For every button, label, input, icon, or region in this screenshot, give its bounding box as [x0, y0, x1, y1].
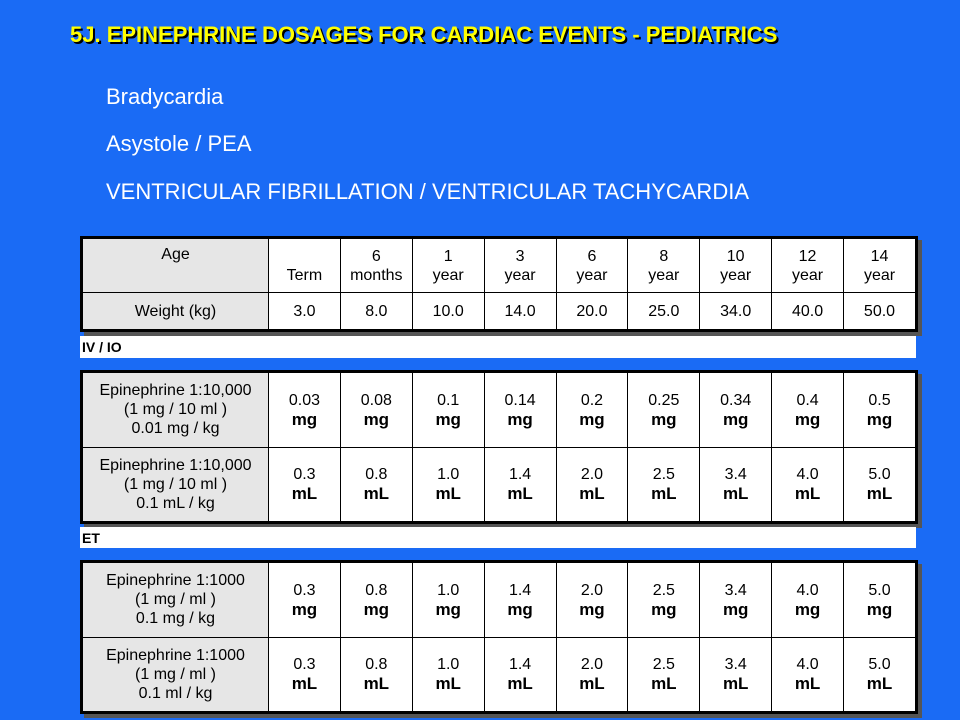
dose-cell: 3.4 mg [700, 563, 772, 638]
subheading-vf-vt: VENTRICULAR FIBRILLATION / VENTRICULAR TACHYCARDIA [106, 179, 749, 204]
weight-cell: 3.0 [269, 293, 341, 330]
dose-row-label: Epinephrine 1:1000 (1 mg / ml ) 0.1 mg / kg [83, 563, 269, 638]
dose-cell: 0.3 mL [269, 637, 341, 712]
dose-cell: 2.5 mL [628, 447, 700, 522]
dose-cell: 0.3 mL [269, 447, 341, 522]
dose-cell: 2.0 mL [556, 637, 628, 712]
dose-cell: 0.25 mg [628, 373, 700, 448]
dose-cell: 0.2 mg [556, 373, 628, 448]
dose-cell: 2.5 mL [628, 637, 700, 712]
age-cell: 6 year [556, 239, 628, 293]
weight-cell: 10.0 [412, 293, 484, 330]
dose-cell: 5.0 mg [844, 563, 916, 638]
dose-row-label: Epinephrine 1:10,000 (1 mg / 10 ml ) 0.01 mg / kg [83, 373, 269, 448]
dose-row [83, 447, 916, 522]
dose-row-label: Epinephrine 1:10,000 (1 mg / 10 ml ) 0.1 mL / kg [83, 447, 269, 522]
weight-cell: 50.0 [844, 293, 916, 330]
age-cell: Term [269, 239, 341, 293]
weight-cell: 8.0 [340, 293, 412, 330]
dose-cell: 1.0 mg [412, 563, 484, 638]
age-weight-table [80, 236, 918, 332]
weight-cell: 14.0 [484, 293, 556, 330]
age-label: Age [83, 239, 269, 293]
dose-cell: 2.5 mg [628, 563, 700, 638]
dose-cell: 0.34 mg [700, 373, 772, 448]
page-title: 5J. EPINEPHRINE DOSAGES FOR CARDIAC EVENTS - PEDIATRICS [70, 22, 778, 47]
section-label-iv-io: IV / IO [80, 336, 916, 366]
dose-cell: 0.8 mL [340, 447, 412, 522]
subheading-asystole-pea: Asystole / PEA [106, 131, 252, 156]
age-cell: 6 months [340, 239, 412, 293]
dose-cell: 2.0 mg [556, 563, 628, 638]
dose-cell: 4.0 mL [772, 447, 844, 522]
dose-cell: 1.4 mL [484, 447, 556, 522]
age-cell: 1 year [412, 239, 484, 293]
dose-cell: 4.0 mg [772, 563, 844, 638]
age-cell: 3 year [484, 239, 556, 293]
dose-cell: 1.0 mL [412, 447, 484, 522]
weight-row [83, 293, 916, 330]
iv-io-dose-table [80, 370, 918, 524]
dose-row [83, 563, 916, 638]
dose-cell: 0.03 mg [269, 373, 341, 448]
dose-cell: 0.4 mg [772, 373, 844, 448]
dose-cell: 5.0 mL [844, 637, 916, 712]
dose-cell: 0.8 mg [340, 563, 412, 638]
dose-cell: 1.4 mL [484, 637, 556, 712]
age-cell: 10 year [700, 239, 772, 293]
age-cell: 8 year [628, 239, 700, 293]
dose-row [83, 373, 916, 448]
dose-cell: 0.3 mg [269, 563, 341, 638]
dose-cell: 5.0 mL [844, 447, 916, 522]
dose-cell: 0.1 mg [412, 373, 484, 448]
dose-cell: 3.4 mL [700, 637, 772, 712]
dose-cell: 0.08 mg [340, 373, 412, 448]
dose-cell: 1.0 mL [412, 637, 484, 712]
dose-row [83, 637, 916, 712]
dose-cell: 0.14 mg [484, 373, 556, 448]
dose-row-label: Epinephrine 1:1000 (1 mg / ml ) 0.1 ml / kg [83, 637, 269, 712]
weight-cell: 25.0 [628, 293, 700, 330]
et-dose-table [80, 560, 918, 714]
weight-cell: 40.0 [772, 293, 844, 330]
dose-cell: 2.0 mL [556, 447, 628, 522]
dose-cell: 0.8 mL [340, 637, 412, 712]
dose-cell: 3.4 mL [700, 447, 772, 522]
dose-cell: 4.0 mL [772, 637, 844, 712]
weight-label: Weight (kg) [83, 293, 269, 330]
weight-cell: 34.0 [700, 293, 772, 330]
weight-cell: 20.0 [556, 293, 628, 330]
section-label-et: ET [80, 527, 916, 556]
age-row [83, 239, 916, 293]
dose-cell: 1.4 mg [484, 563, 556, 638]
dose-cell: 0.5 mg [844, 373, 916, 448]
age-cell: 12 year [772, 239, 844, 293]
age-cell: 14 year [844, 239, 916, 293]
subheading-bradycardia: Bradycardia [106, 84, 224, 109]
